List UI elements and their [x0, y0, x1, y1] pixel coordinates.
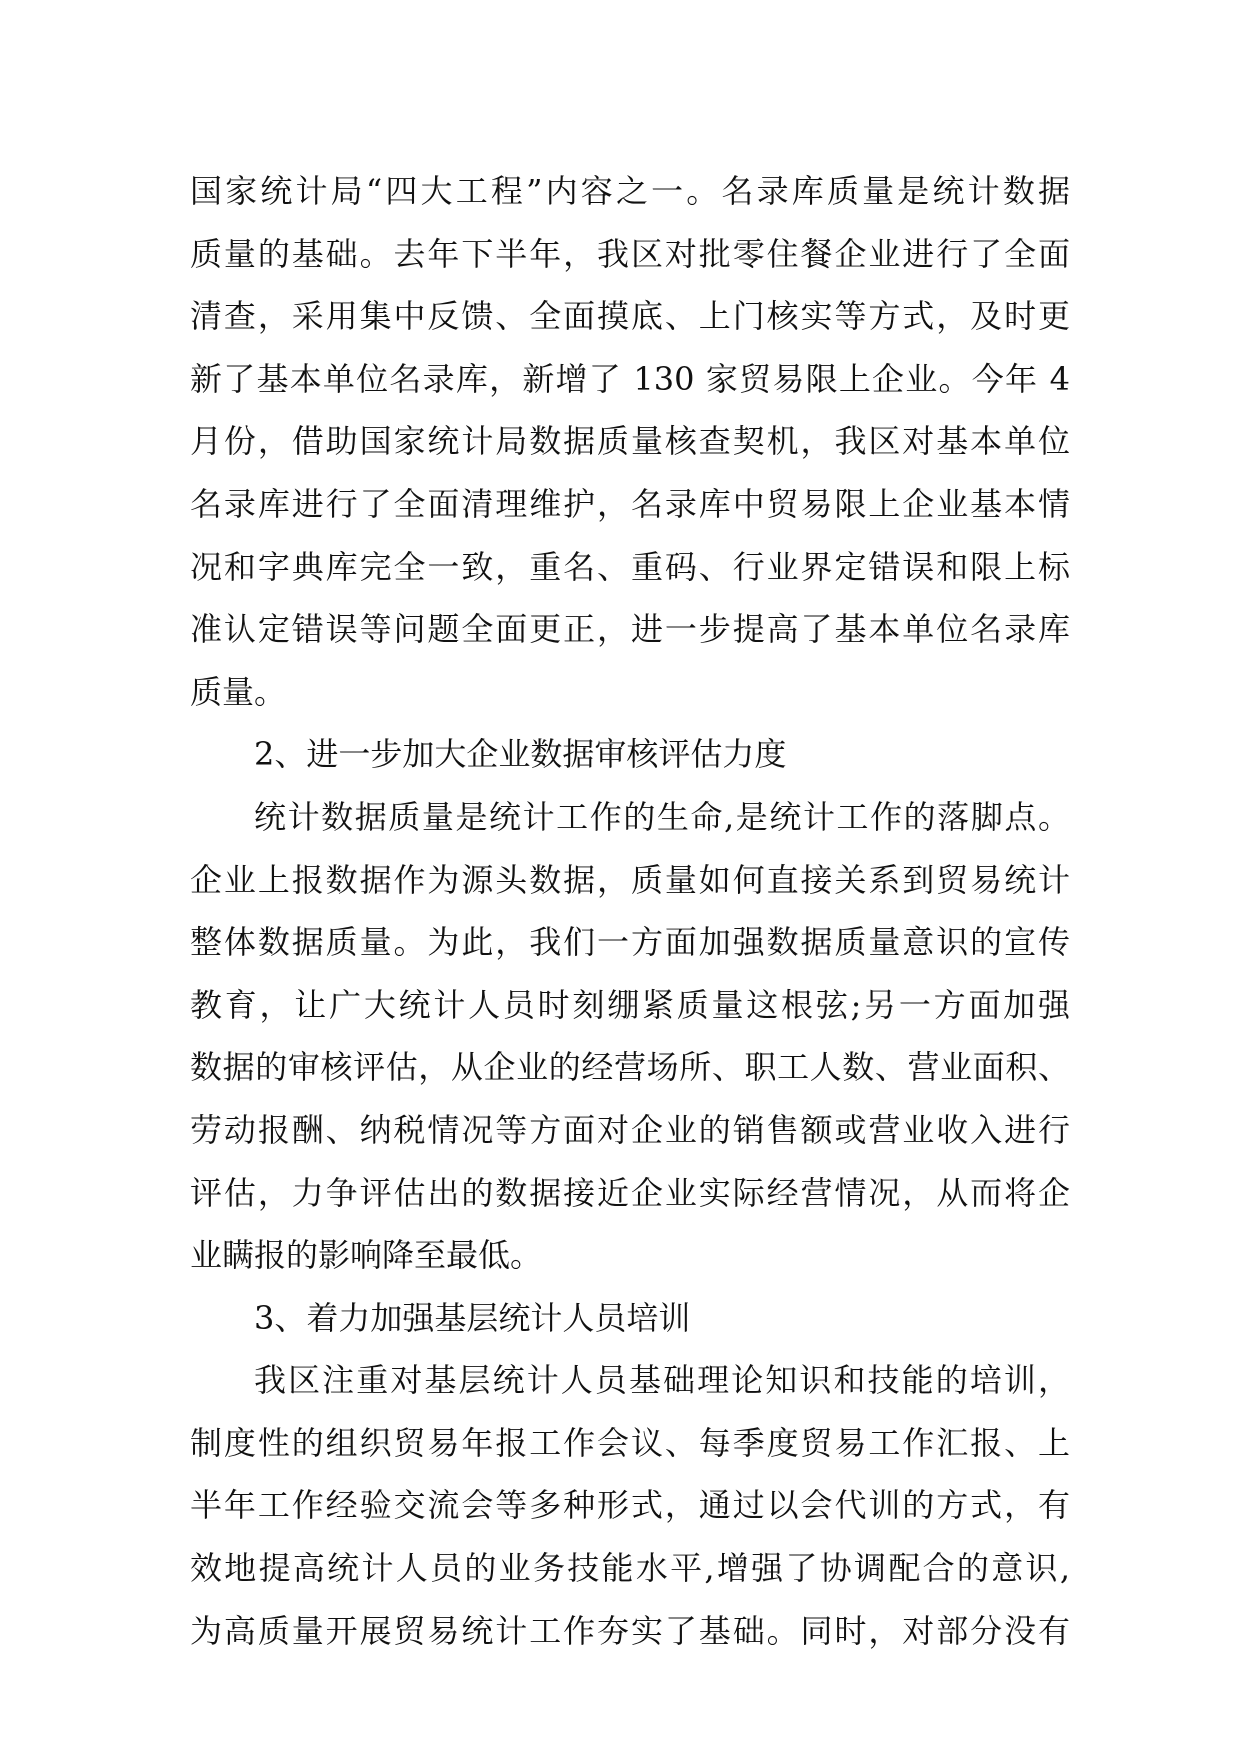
paragraph-line: 半年工作经验交流会等多种形式，通过以会代训的方式，有 [190, 1486, 1070, 1525]
paragraph-line: 质量的基础。去年下半年，我区对批零住餐企业进行了全面 [190, 234, 1070, 273]
paragraph-line: 教育，让广大统计人员时刻绷紧质量这根弦;另一方面加强 [190, 985, 1070, 1024]
paragraph-line: 名录库进行了全面清理维护，名录库中贸易限上企业基本情 [190, 484, 1070, 523]
paragraph-line: 清查，采用集中反馈、全面摸底、上门核实等方式，及时更 [190, 297, 1070, 336]
paragraph-line: 国家统计局“四大工程”内容之一。名录库质量是统计数据 [190, 172, 1070, 210]
paragraph-line: 我区注重对基层统计人员基础理论知识和技能的培训， [254, 1361, 1070, 1400]
section-heading: 3、着力加强基层统计人员培训 [254, 1298, 691, 1337]
paragraph-line: 月份，借助国家统计局数据质量核查契机，我区对基本单位 [190, 422, 1070, 461]
paragraph-line: 整体数据质量。为此，我们一方面加强数据质量意识的宣传 [190, 923, 1070, 962]
paragraph-line: 新了基本单位名录库，新增了 130 家贸易限上企业。今年 4 [190, 359, 1070, 398]
paragraph-line: 质量。 [190, 672, 287, 711]
paragraph-line: 数据的审核评估，从企业的经营场所、职工人数、营业面积、 [190, 1048, 1070, 1087]
paragraph-line: 统计数据质量是统计工作的生命,是统计工作的落脚点。 [254, 797, 1070, 836]
paragraph-line: 劳动报酬、纳税情况等方面对企业的销售额或营业收入进行 [190, 1110, 1070, 1149]
paragraph-line: 企业上报数据作为源头数据，质量如何直接关系到贸易统计 [190, 860, 1070, 899]
paragraph-line: 制度性的组织贸易年报工作会议、每季度贸易工作汇报、上 [190, 1423, 1070, 1462]
paragraph-line: 准认定错误等问题全面更正，进一步提高了基本单位名录库 [190, 610, 1070, 649]
paragraph-line: 评估，力争评估出的数据接近企业实际经营情况，从而将企 [190, 1173, 1070, 1212]
paragraph-line: 为高质量开展贸易统计工作夯实了基础。同时，对部分没有 [190, 1611, 1070, 1650]
document-body [190, 160, 1070, 1662]
paragraph-line: 况和字典库完全一致，重名、重码、行业界定错误和限上标 [190, 547, 1070, 586]
paragraph-line: 业瞒报的影响降至最低。 [190, 1236, 543, 1275]
section-heading: 2、进一步加大企业数据审核评估力度 [254, 735, 787, 774]
paragraph-line: 效地提高统计人员的业务技能水平,增强了协调配合的意识, [190, 1549, 1070, 1588]
